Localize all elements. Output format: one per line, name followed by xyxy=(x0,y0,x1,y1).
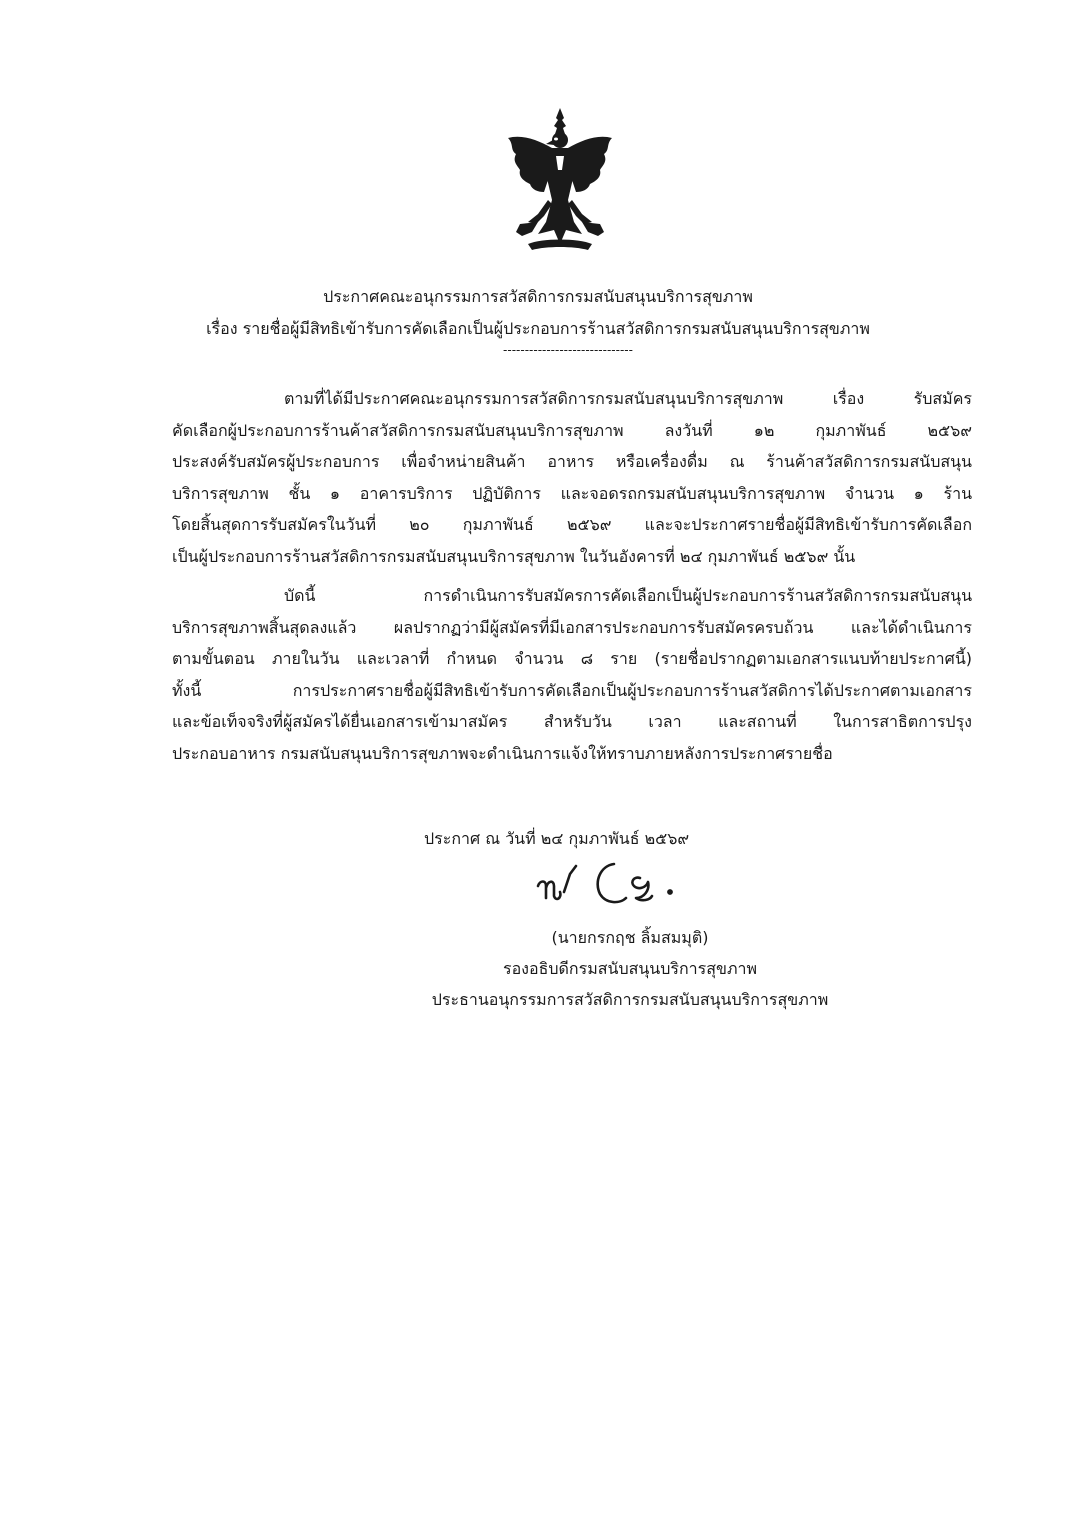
paragraph-1-line: ตามที่ได้มีประกาศคณะอนุกรรมการสวัสดิการกรมสนับสนุนบริการสุขภาพ เรื่อง รับสมัคร xyxy=(284,389,972,408)
announcement-title: ประกาศคณะอนุกรรมการสวัสดิการกรมสนับสนุนบริการสุขภาพ xyxy=(323,287,753,306)
signatory-position: รองอธิบดีกรมสนับสนุนบริการสุขภาพ xyxy=(502,959,758,978)
title-divider: ------------------------------ xyxy=(503,344,633,356)
paragraph-1-line: บริการสุขภาพ ชั้น ๑ อาคารบริการ ปฏิบัติการ และจอดรถกรมสนับสนุนบริการสุขภาพ จำนวน ๑ ร้าน xyxy=(172,483,972,503)
paragraph-1-line: เป็นผู้ประกอบการร้านสวัสดิการกรมสนับสนุนบริการสุขภาพ ในวันอังคารที่ ๒๔ กุมภาพันธ์ ๒๕๖๙ นั้น xyxy=(172,546,856,566)
paragraph-1-line: โดยสิ้นสุดการรับสมัครในวันที่ ๒๐ กุมภาพันธ์ ๒๕๖๙ และจะประกาศรายชื่อผู้มีสิทธิเข้ารับการคัดเลือก xyxy=(172,515,972,534)
signatory-name: (นายกรกฤช ลิ้มสมมุติ) xyxy=(551,928,709,947)
paragraph-1 xyxy=(172,383,972,572)
paragraph-2-line: บริการสุขภาพสิ้นสุดลงแล้ว ผลปรากฏว่ามีผู้สมัครที่มีเอกสารประกอบการรับสมัครครบถ้วน และได้ดำเนินการ xyxy=(172,617,972,637)
garuda-emblem-icon xyxy=(498,104,622,254)
signatory-block xyxy=(380,922,880,1015)
paragraph-1-line: คัดเลือกผู้ประกอบการร้านค้าสวัสดิการกรมสนับสนุนบริการสุขภาพ ลงวันที่ ๑๒ กุมภาพันธ์ ๒๕๖๙ xyxy=(172,420,972,440)
paragraph-2-line: ประกอบอาหาร กรมสนับสนุนบริการสุขภาพจะดำเนินการแจ้งให้ทราบภายหลังการประกาศรายชื่อ xyxy=(172,743,833,763)
paragraph-2-line: ตามขั้นตอน ภายในวัน และเวลาที่ กำหนด จำนวน ๘ ราย (รายชื่อปรากฏตามเอกสารแนบท้ายประกาศนี้) xyxy=(172,649,972,668)
announcement-subject: เรื่อง รายชื่อผู้มีสิทธิเข้ารับการคัดเลือกเป็นผู้ประกอบการร้านสวัสดิการกรมสนับสนุนบริการสุขภาพ xyxy=(206,319,870,338)
signatory-position: ประธานอนุกรรมการสวัสดิการกรมสนับสนุนบริการสุขภาพ xyxy=(431,990,829,1009)
paragraph-2-line: และข้อเท็จจริงที่ผู้สมัครได้ยื่นเอกสารเข้ามาสมัคร สำหรับวัน เวลา และสถานที่ ในการสาธิตการปรุง xyxy=(172,712,972,731)
paragraph-2 xyxy=(172,580,972,769)
paragraph-2-line: ทั้งนี้ การประกาศรายชื่อผู้มีสิทธิเข้ารับการคัดเลือกเป็นผู้ประกอบการร้านสวัสดิการได้ประกาศตามเอกสาร xyxy=(172,680,972,700)
announcement-date: ประกาศ ณ วันที่ ๒๔ กุมภาพันธ์ ๒๕๖๙ xyxy=(424,829,690,848)
paragraph-2-line: บัดนี้ การดำเนินการรับสมัครการคัดเลือกเป็นผู้ประกอบการร้านสวัสดิการกรมสนับสนุน xyxy=(284,586,972,605)
paragraph-1-line: ประสงค์รับสมัครผู้ประกอบการ เพื่อจำหน่ายสินค้า อาหาร หรือเครื่องดื่ม ณ ร้านค้าสวัสดิการกรมสนับสนุน xyxy=(172,452,972,471)
handwritten-signature xyxy=(530,852,700,922)
